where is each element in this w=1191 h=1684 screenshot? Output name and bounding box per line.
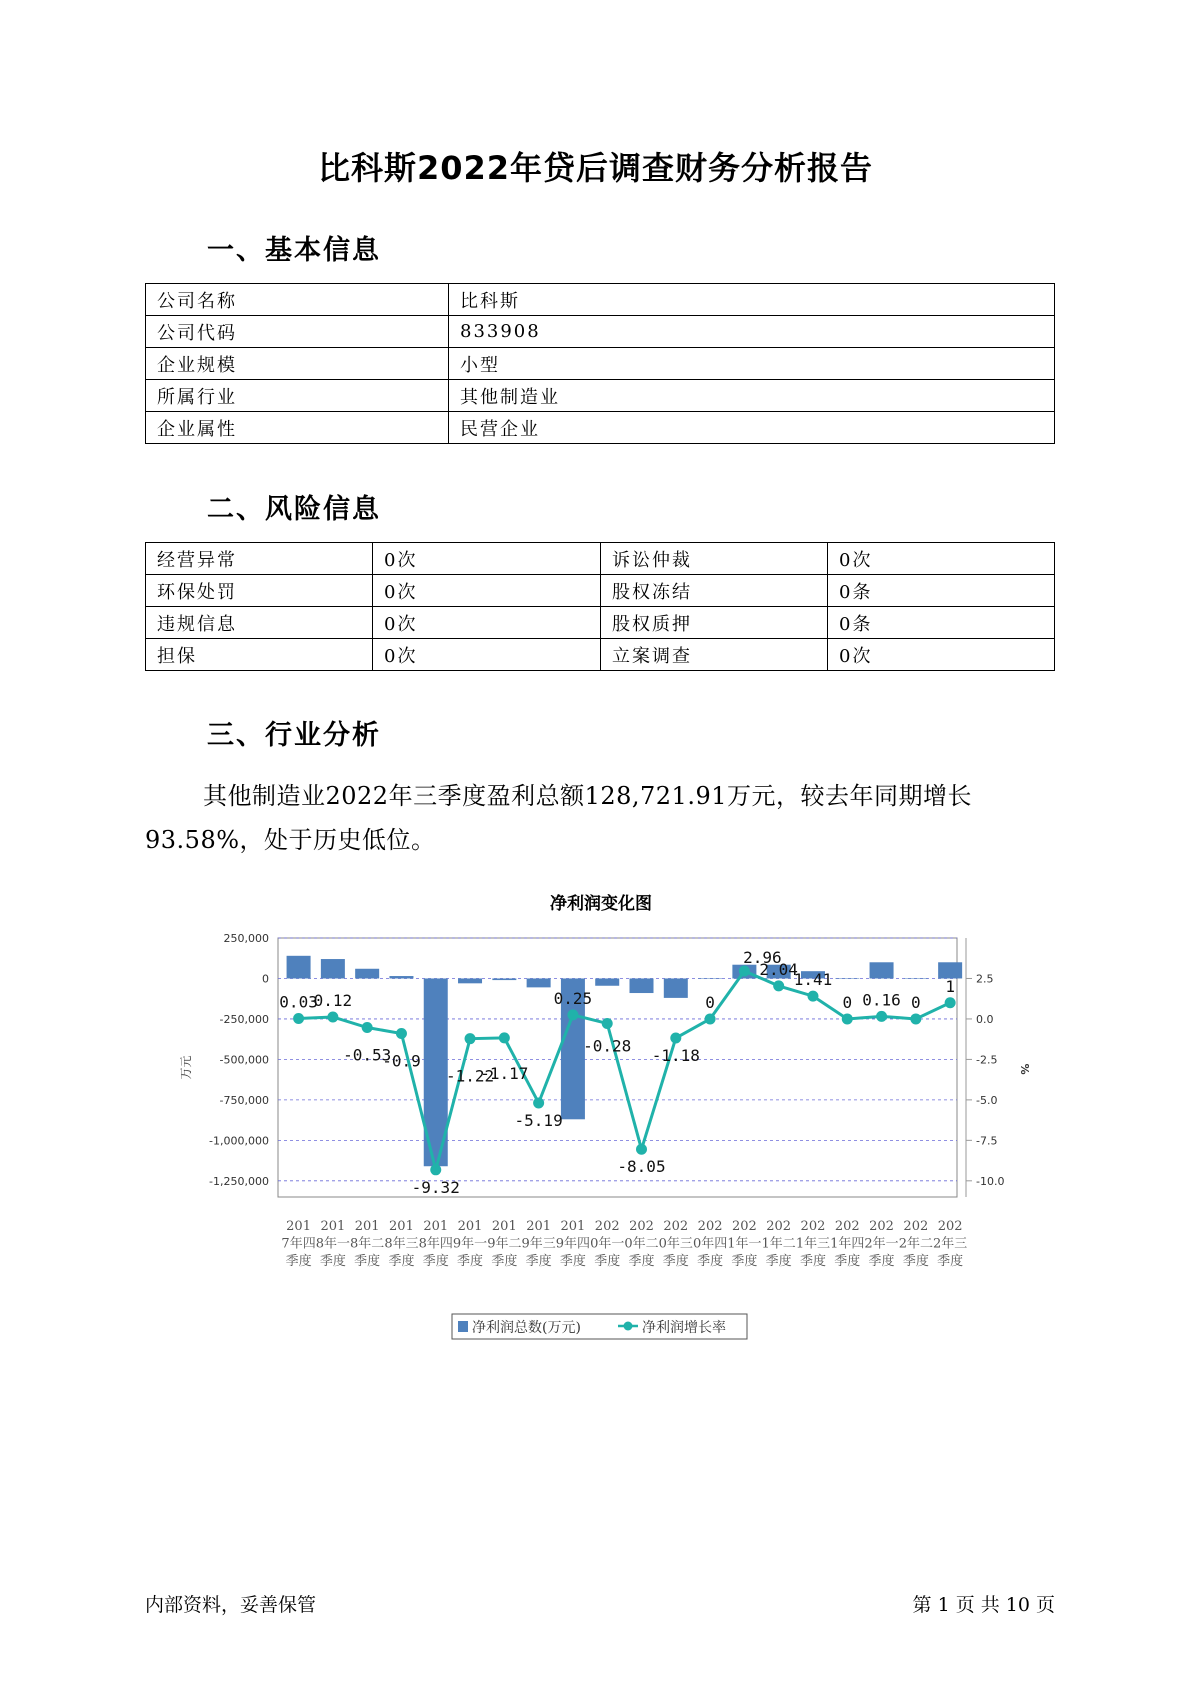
basic-info-label: 公司代码: [146, 316, 449, 348]
bar: [630, 978, 654, 993]
category-label: 201 8年四季度: [418, 1219, 453, 1269]
risk-label: 担保: [146, 639, 373, 671]
data-label: -0.53: [343, 1045, 392, 1065]
category-label: 202 1年三季度: [795, 1219, 831, 1269]
category-label: 202 0年二季度: [624, 1219, 659, 1269]
right-axis-tick-label: -7.5: [976, 1134, 998, 1148]
category-label: 201 7年四季度: [281, 1219, 316, 1269]
bar: [698, 978, 722, 979]
left-axis-label: 万元: [179, 1055, 193, 1080]
left-axis-tick-label: 250,000: [223, 932, 269, 945]
bar: [458, 978, 482, 983]
growth-rate-point: [327, 1011, 338, 1022]
basic-info-label: 公司名称: [146, 284, 449, 316]
growth-rate-point: [396, 1028, 407, 1039]
bar: [595, 978, 619, 985]
right-axis-tick-label: -5.0: [976, 1093, 998, 1107]
right-axis-tick-label: 0.0: [976, 1012, 994, 1026]
data-label: 1.41: [793, 970, 833, 990]
basic-info-label: 所属行业: [146, 380, 449, 412]
bar: [321, 959, 345, 978]
category-label: 202 2年二季度: [898, 1219, 933, 1269]
risk-value: 0次: [828, 639, 1055, 671]
growth-rate-point: [430, 1164, 441, 1175]
risk-value: 0次: [373, 543, 601, 575]
basic-info-value: 其他制造业: [449, 380, 1055, 412]
basic-info-value: 833908: [449, 316, 1055, 348]
category-label: 201 9年一季度: [452, 1219, 488, 1269]
risk-label: 违规信息: [146, 607, 373, 639]
category-label: 201 9年四季度: [555, 1219, 591, 1269]
category-label: 201 9年三季度: [521, 1219, 556, 1269]
risk-label: 立案调查: [601, 639, 828, 671]
data-label: 2.04: [759, 959, 798, 979]
data-label: 0: [705, 992, 715, 1012]
growth-rate-point: [362, 1022, 373, 1033]
data-label: -9.32: [411, 1177, 460, 1197]
basic-info-label: 企业规模: [146, 348, 449, 380]
category-label: 202 0年一季度: [590, 1219, 625, 1269]
left-axis-tick-label: -1,250,000: [209, 1174, 269, 1188]
data-label: 0.03: [279, 992, 318, 1012]
bar: [389, 976, 413, 978]
left-axis-tick-label: -250,000: [219, 1012, 269, 1026]
data-label: 0: [911, 992, 921, 1012]
right-axis-label: %: [1018, 1063, 1031, 1075]
bar: [664, 978, 688, 997]
risk-value: 0次: [373, 607, 601, 639]
growth-rate-point: [807, 991, 818, 1002]
risk-value: 0次: [373, 575, 601, 607]
risk-value: 0次: [373, 639, 601, 671]
basic-info-value: 比科斯: [449, 284, 1055, 316]
basic-info-value: 民营企业: [449, 412, 1055, 444]
industry-analysis-text: 其他制造业2022年三季度盈利总额128,721.91万元，较去年同期增长93.58%，处于历史低位。: [145, 782, 972, 854]
category-label: 201 8年一季度: [315, 1219, 351, 1269]
data-label: -8.05: [617, 1157, 666, 1177]
growth-rate-point: [465, 1033, 476, 1044]
chart-title: 净利润变化图: [550, 894, 652, 914]
growth-rate-point: [876, 1011, 887, 1022]
footer-page-number: 第 1 页 共 10 页: [912, 1594, 1055, 1616]
bar: [870, 962, 894, 978]
category-label: 201 8年三季度: [384, 1219, 419, 1269]
legend-label: 净利润增长率: [642, 1320, 726, 1336]
category-label: 201 9年二季度: [487, 1219, 522, 1269]
growth-rate-point: [773, 980, 784, 991]
right-axis-tick-label: -10.0: [976, 1174, 1005, 1188]
data-label: 1: [945, 976, 955, 996]
bar: [287, 956, 311, 979]
data-label: 0: [842, 992, 853, 1012]
basic-info-label: 企业属性: [146, 412, 449, 444]
growth-rate-point: [567, 1009, 578, 1020]
section-heading-risk-info: 二、风险信息: [207, 494, 381, 525]
growth-rate-point: [499, 1032, 510, 1043]
left-axis-tick-label: -750,000: [219, 1093, 269, 1107]
category-label: 202 1年一季度: [727, 1219, 762, 1269]
growth-rate-point: [670, 1033, 681, 1044]
left-axis-tick-label: -500,000: [219, 1053, 269, 1067]
growth-rate-point: [293, 1013, 304, 1024]
data-label: -1.18: [651, 1046, 700, 1066]
risk-value: 0条: [828, 607, 1055, 639]
growth-rate-point: [842, 1013, 853, 1024]
section-heading-basic-info: 一、基本信息: [207, 235, 381, 266]
category-label: 201 8年二季度: [350, 1219, 385, 1269]
data-label: -1.17: [480, 1063, 529, 1083]
risk-label: 诉讼仲裁: [601, 543, 828, 575]
bar: [527, 978, 551, 987]
data-label: 0.25: [553, 988, 593, 1008]
risk-label: 环保处罚: [146, 575, 373, 607]
category-label: 202 0年四季度: [692, 1219, 728, 1269]
growth-rate-point: [602, 1018, 613, 1029]
data-label: -0.9: [382, 1051, 421, 1071]
risk-label: 经营异常: [146, 543, 373, 575]
data-label: 0.16: [862, 990, 901, 1010]
category-label: 202 2年一季度: [864, 1219, 899, 1269]
category-label: 202 2年三季度: [933, 1219, 968, 1269]
category-label: 202 1年二季度: [761, 1219, 796, 1269]
legend-bar-swatch: [458, 1321, 468, 1332]
bar: [492, 978, 516, 980]
legend-line-marker: [624, 1322, 633, 1331]
basic-info-value: 小型: [449, 348, 1055, 380]
risk-value: 0次: [828, 543, 1055, 575]
category-label: 202 1年四季度: [830, 1219, 865, 1269]
left-axis-tick-label: -1,000,000: [209, 1134, 269, 1148]
growth-rate-point: [705, 1013, 716, 1024]
risk-label: 股权质押: [601, 607, 828, 639]
bar: [355, 969, 379, 979]
report-title: 比科斯2022年贷后调查财务分析报告: [317, 149, 874, 187]
data-label: 0.12: [313, 990, 353, 1010]
left-axis-tick-label: 0: [262, 972, 269, 986]
growth-rate-point: [636, 1144, 647, 1155]
bar: [835, 978, 859, 979]
data-label: -5.19: [514, 1110, 563, 1130]
data-label: -0.28: [583, 1036, 632, 1056]
risk-label: 股权冻结: [601, 575, 828, 607]
risk-value: 0条: [828, 575, 1055, 607]
data-label: 2.96: [743, 948, 782, 968]
growth-rate-point: [739, 966, 750, 977]
section-heading-industry-analysis: 三、行业分析: [207, 720, 381, 751]
bar: [904, 978, 928, 979]
growth-rate-point: [533, 1097, 544, 1108]
data-label: -1.22: [445, 1066, 495, 1086]
growth-rate-point: [945, 997, 956, 1008]
footer-confidential-note: 内部资料，妥善保管: [145, 1594, 317, 1616]
right-axis-tick-label: -2.5: [976, 1053, 998, 1067]
category-label: 202 0年三季度: [658, 1219, 693, 1269]
growth-rate-point: [910, 1013, 921, 1024]
right-axis-tick-label: 2.5: [976, 972, 994, 986]
legend-label: 净利润总数(万元): [472, 1320, 581, 1336]
